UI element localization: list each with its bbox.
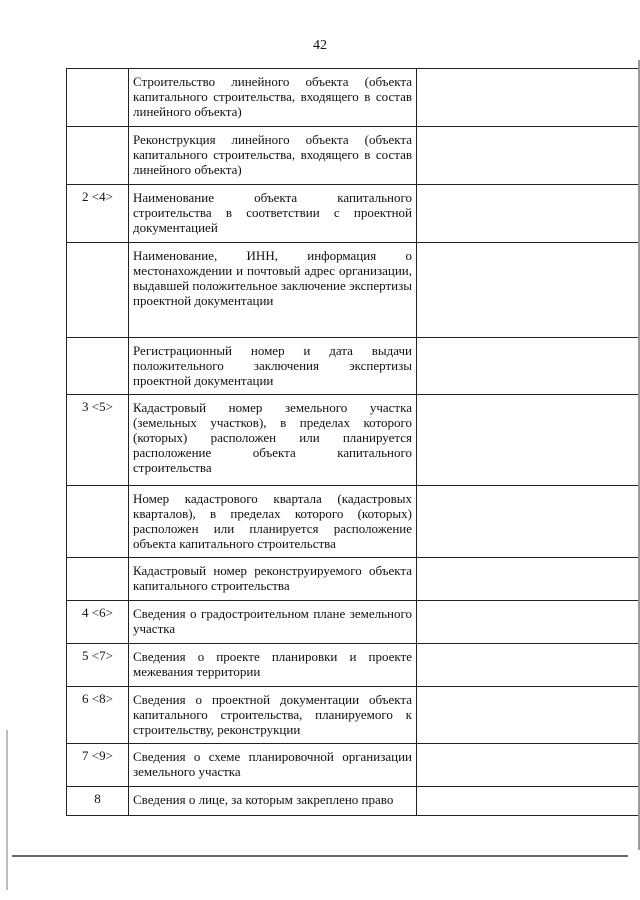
row-value-cell bbox=[417, 601, 639, 644]
table-row bbox=[67, 486, 639, 558]
row-value-cell bbox=[417, 69, 639, 127]
table-row bbox=[67, 185, 639, 243]
row-value-cell bbox=[417, 687, 639, 744]
row-number-cell: 2 <4> bbox=[67, 185, 129, 243]
row-number-cell: 8 bbox=[67, 787, 129, 816]
page-number: 42 bbox=[313, 38, 327, 53]
table-row bbox=[67, 787, 639, 816]
row-description-cell: Сведения о проектной документации объекта капитального строительства, планируемого к строительству, реконструкции bbox=[129, 687, 417, 744]
row-description-cell: Сведения о проекте планировки и проекте межевания территории bbox=[129, 644, 417, 687]
row-description-cell: Сведения о схеме планировочной организации земельного участка bbox=[129, 744, 417, 787]
table-row bbox=[67, 338, 639, 395]
row-value-cell bbox=[417, 338, 639, 395]
row-number-cell bbox=[67, 486, 129, 558]
row-number-cell: 7 <9> bbox=[67, 744, 129, 787]
scan-artifact-mark bbox=[6, 730, 8, 890]
row-value-cell bbox=[417, 787, 639, 816]
row-description-cell: Регистрационный номер и дата выдачи положительного заключения экспертизы проектной документации bbox=[129, 338, 417, 395]
row-value-cell bbox=[417, 486, 639, 558]
table-row bbox=[67, 69, 639, 127]
table-row bbox=[67, 558, 639, 601]
row-number-cell bbox=[67, 558, 129, 601]
row-value-cell bbox=[417, 395, 639, 486]
row-value-cell bbox=[417, 558, 639, 601]
row-description-cell: Номер кадастрового квартала (кадастровых кварталов), в пределах которого (которых) расположен или планируется расположение объекта капитального строительства bbox=[129, 486, 417, 558]
table-row bbox=[67, 243, 639, 338]
row-description-cell: Сведения о градостроительном плане земельного участка bbox=[129, 601, 417, 644]
row-value-cell bbox=[417, 744, 639, 787]
row-description-cell: Сведения о лице, за которым закреплено право bbox=[129, 787, 417, 816]
row-value-cell bbox=[417, 243, 639, 338]
row-number-cell: 5 <7> bbox=[67, 644, 129, 687]
row-value-cell bbox=[417, 644, 639, 687]
table-row bbox=[67, 744, 639, 787]
row-number-cell: 3 <5> bbox=[67, 395, 129, 486]
row-number-cell: 6 <8> bbox=[67, 687, 129, 744]
row-number-cell bbox=[67, 127, 129, 185]
scan-artifact-line bbox=[12, 855, 628, 857]
row-number-cell bbox=[67, 338, 129, 395]
row-value-cell bbox=[417, 185, 639, 243]
table-row bbox=[67, 395, 639, 486]
table-row bbox=[67, 601, 639, 644]
row-description-cell: Наименование, ИНН, информация о местонахождении и почтовый адрес организации, выдавшей положительное заключение экспертизы проектной документации bbox=[129, 243, 417, 338]
form-table bbox=[66, 68, 639, 816]
row-description-cell: Кадастровый номер земельного участка (земельных участков), в пределах которого (которых) расположен или планируется расположение объекта капитального строительства bbox=[129, 395, 417, 486]
table-row bbox=[67, 687, 639, 744]
row-description-cell: Кадастровый номер реконструируемого объекта капитального строительства bbox=[129, 558, 417, 601]
table-row bbox=[67, 644, 639, 687]
row-description-cell: Наименование объекта капитального строительства в соответствии с проектной документацией bbox=[129, 185, 417, 243]
row-value-cell bbox=[417, 127, 639, 185]
table-row bbox=[67, 127, 639, 185]
row-description-cell: Реконструкция линейного объекта (объекта капитального строительства, входящего в состав линейного объекта) bbox=[129, 127, 417, 185]
row-description-cell: Строительство линейного объекта (объекта капитального строительства, входящего в состав линейного объекта) bbox=[129, 69, 417, 127]
row-number-cell: 4 <6> bbox=[67, 601, 129, 644]
row-number-cell bbox=[67, 69, 129, 127]
row-number-cell bbox=[67, 243, 129, 338]
